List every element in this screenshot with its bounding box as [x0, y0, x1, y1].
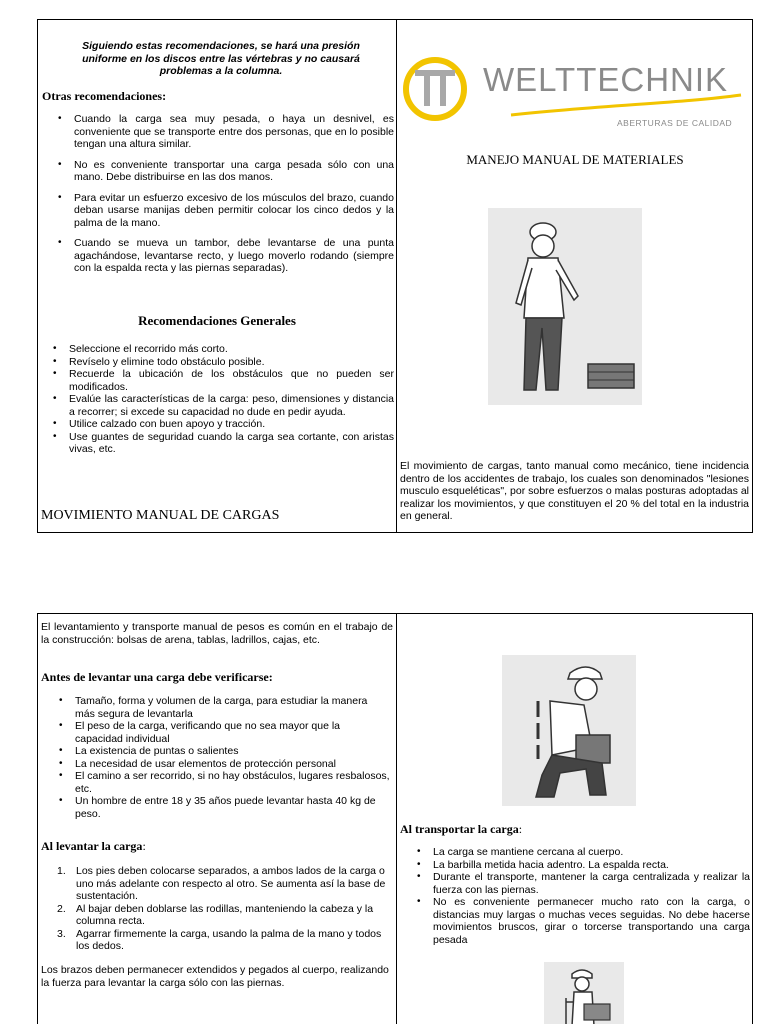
list-item: • Evalúe las características de la carga: peso, dimensiones y distancia a recorrer; si excede su capacidad no dude en pedir ayuda.	[32, 393, 394, 418]
verificar-list	[38, 695, 390, 820]
intro-note: Siguiendo estas recomendaciones, se hará una presión uniforme en los discos entre las vértebras y no causará problemas a la columna.	[82, 40, 360, 77]
verificar-heading: Antes de levantar una carga debe verificarse:	[41, 670, 273, 684]
list-item: • El peso de la carga, verificando que no sea mayor que la capacidad individual	[38, 720, 390, 745]
worker-lifting-icon	[502, 655, 636, 806]
list-item: • Tamaño, forma y volumen de la carga, para estudiar la manera más segura de levantarla	[38, 695, 390, 720]
heading-colon: :	[518, 822, 523, 836]
list-item	[38, 903, 390, 928]
column-divider	[396, 20, 397, 532]
company-logo	[403, 53, 743, 133]
logo-tagline: ABERTURAS DE CALIDAD	[617, 118, 733, 128]
step-text: Al bajar deben doblarse las rodillas, manteniendo la cabeza y la columna recta.	[76, 902, 374, 927]
worker-lifting-illustration	[502, 655, 636, 806]
step-number: 2.	[57, 902, 66, 915]
worker-carrying-illustration	[544, 962, 624, 1024]
logo-text: WELTTECHNIK	[483, 61, 729, 98]
list-item: • Cuando la carga sea muy pesada, o haya un desnivel, es conveniente que se transporte entre dos personas, que en lo posible tengan una altura similar.	[40, 113, 394, 151]
intro-paragraph: El movimiento de cargas, tanto manual como mecánico, tiene incidencia dentro de los accidentes de trabajo, los cuales son denominados "lesiones musculo esqueléticas", por sobre esfuerzos o malas posturas adoptadas al realizar los movimientos, y que constituyen el 20 % del total en la industria en general.	[400, 460, 749, 522]
list-item: • La existencia de puntas o salientes	[38, 745, 390, 758]
closing-paragraph: Los brazos deben permanecer extendidos y pegados al cuerpo, realizando la fuerza para levantar la carga sólo con las piernas.	[41, 964, 389, 989]
transportar-heading-line	[400, 823, 522, 836]
bottom-panel	[37, 613, 753, 1024]
step-number: 3.	[57, 927, 66, 940]
list-item: • Use guantes de seguridad cuando la carga sea cortante, con aristas vivas, etc.	[32, 431, 394, 456]
generales-heading: Recomendaciones Generales	[138, 313, 296, 328]
step-text: Los pies deben colocarse separados, a ambos lados de la carga o uno más adelante con respecto al otro. Se aumenta así la base de sustentación.	[76, 865, 386, 902]
list-item: • Revíselo y elimine todo obstáculo posible.	[32, 356, 394, 369]
step-text: Agarrar firmemente la carga, usando la palma de la mano y todos los dedos.	[76, 927, 382, 952]
worker-standing-illustration	[488, 208, 642, 405]
top-panel	[37, 19, 753, 533]
list-item: • Durante el transporte, mantener la carga centralizada y realizar la fuerza con las piernas.	[396, 871, 750, 896]
worker-icon	[488, 208, 642, 405]
levantar-steps	[38, 865, 390, 953]
otras-heading: Otras recomendaciones:	[42, 89, 167, 103]
transportar-list	[396, 846, 750, 946]
list-item: • Seleccione el recorrido más corto.	[32, 343, 394, 356]
list-item: • Recuerde la ubicación de los obstáculos que no pueden ser modificados.	[32, 368, 394, 393]
list-item: • No es conveniente transportar una carga pesada sólo con una mano. Debe distribuirse en las dos manos.	[40, 159, 394, 184]
section-title: MOVIMIENTO MANUAL DE CARGAS	[41, 508, 280, 523]
list-item: • Cuando se mueva un tambor, debe levantarse de una punta agachándose, levantarse recto, y luego moverlo rodando (siempre con la espalda recta y las piernas separadas).	[40, 237, 394, 275]
list-item	[38, 865, 390, 903]
worker-carrying-icon	[544, 962, 624, 1024]
levantar-heading-line	[41, 840, 146, 853]
generales-list	[32, 343, 394, 456]
document-title: MANEJO MANUAL DE MATERIALES	[466, 152, 684, 167]
construction-intro: El levantamiento y transporte manual de pesos es común en el trabajo de la construcción: bolsas de arena, tablas, ladrillos, cajas, etc.	[41, 621, 393, 646]
list-item: • Un hombre de entre 18 y 35 años puede levantar hasta 40 kg de peso.	[38, 795, 390, 820]
list-item: • Para evitar un esfuerzo excesivo de los músculos del brazo, cuando deban usarse manijas deben permitir colocar los cinco dedos y la palma de la mano.	[40, 192, 394, 230]
list-item: • La necesidad de usar elementos de protección personal	[38, 758, 390, 771]
transportar-heading: Al transportar la carga	[400, 822, 519, 836]
list-item: • La barbilla metida hacia adentro. La espalda recta.	[396, 859, 750, 872]
list-item: • El camino a ser recorrido, si no hay obstáculos, lugares resbalosos, etc.	[38, 770, 390, 795]
list-item	[38, 928, 390, 953]
levantar-heading: Al levantar la carga	[41, 839, 143, 853]
column-divider	[396, 614, 397, 1024]
otras-list	[40, 113, 394, 283]
step-number: 1.	[57, 865, 66, 877]
list-item: • Utilice calzado con buen apoyo y tracción.	[32, 418, 394, 431]
heading-colon: :	[142, 839, 146, 853]
list-item: • La carga se mantiene cercana al cuerpo.	[396, 846, 750, 859]
list-item: • No es conveniente permanecer mucho rato con la carga, o distancias muy largas o muchas veces seguidas. No debe hacerse movimientos bruscos, girar o torcerse transportando una carga pesada	[396, 896, 750, 946]
